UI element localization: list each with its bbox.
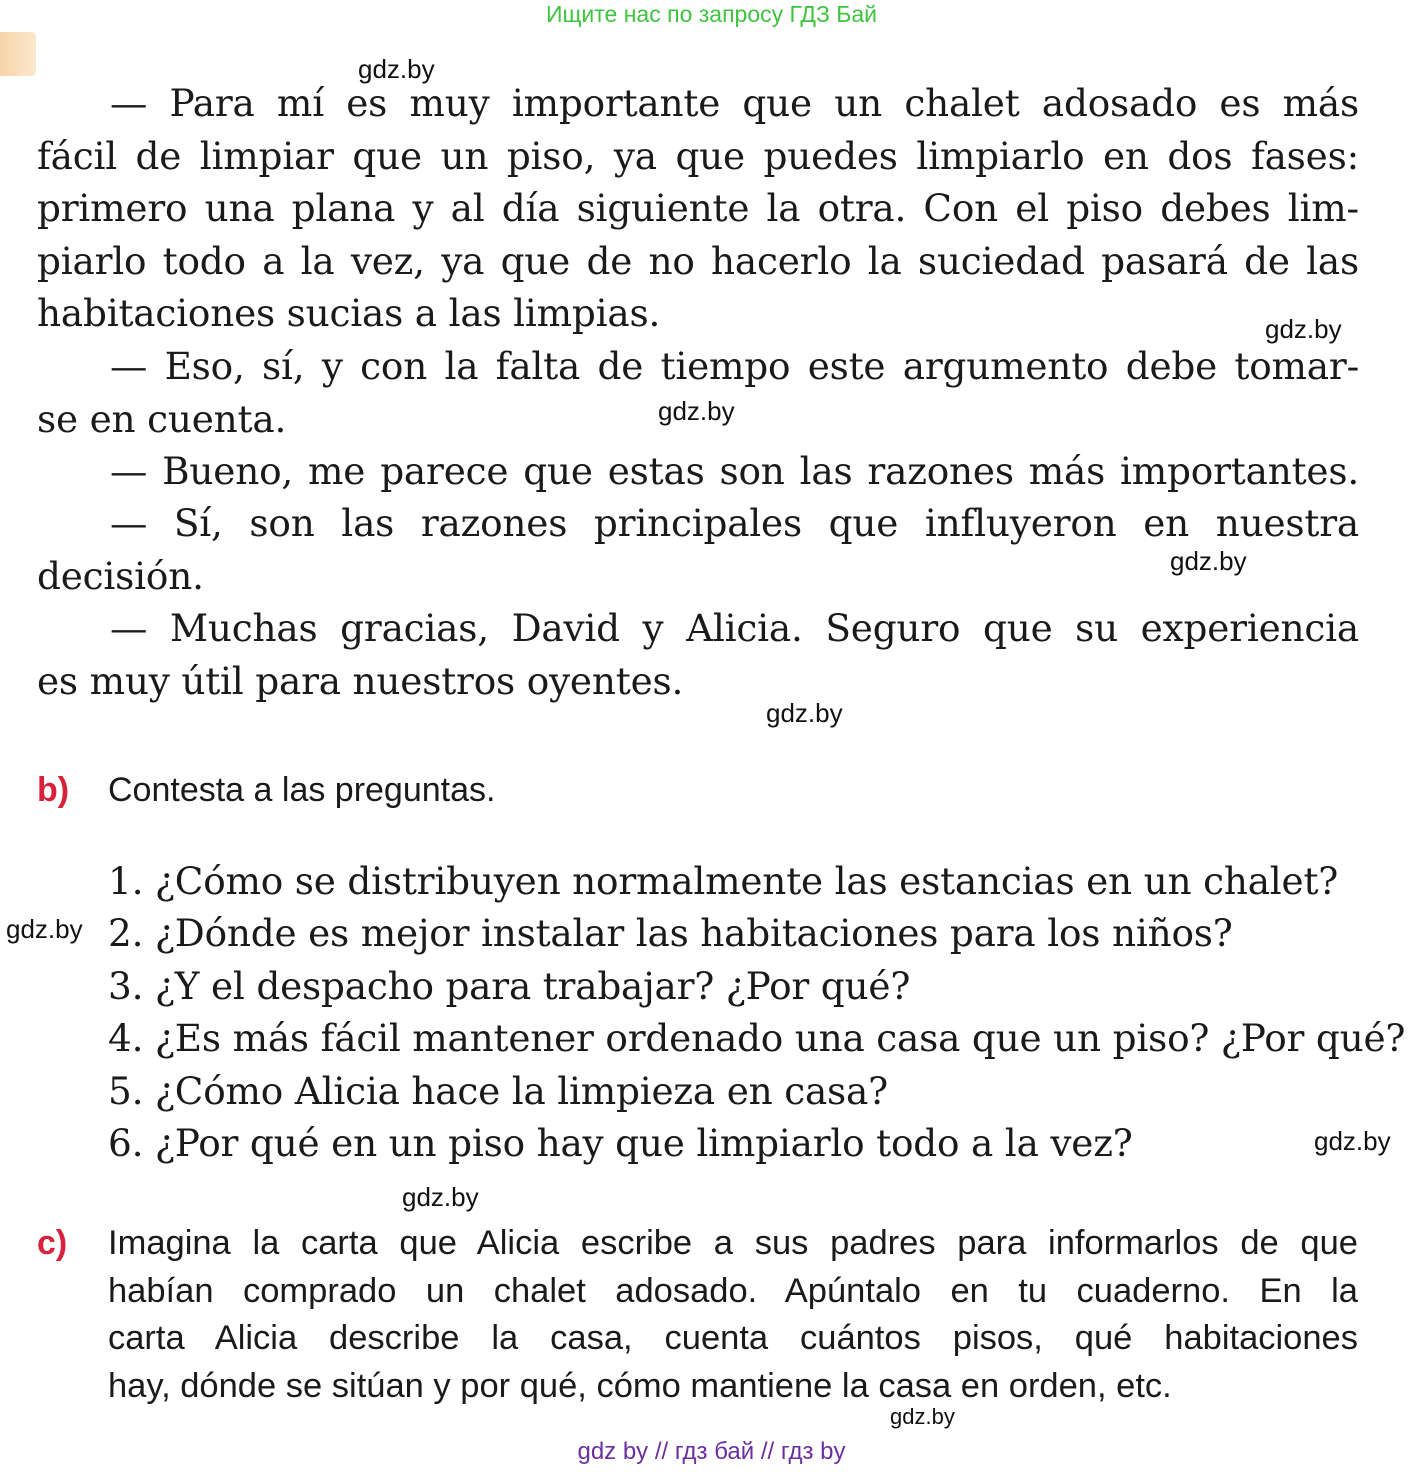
text-line: decisión. [37, 553, 204, 598]
question-5: 5. ¿Cómo Alicia hace la limpieza en casa? [108, 1069, 888, 1113]
question-2: 2. ¿Dónde es mejor instalar las habitaciones para los niños? [108, 911, 1233, 955]
text-line: — Bueno, me parece que estas son las razones más importantes. [110, 449, 1359, 493]
question-3: 3. ¿Y el despacho para trabajar? ¿Por qué? [108, 964, 911, 1008]
page-corner-tab [0, 32, 36, 76]
text-line: — Muchas gracias, David y Alicia. Seguro que su experiencia [110, 606, 1359, 650]
text-line: carta Alicia describe la casa, cuenta cuántos pisos, qué habitaciones [108, 1319, 1358, 1357]
dialogue-paragraph-3 [37, 445, 1359, 498]
watermark: gdz.by [1265, 314, 1342, 344]
text-line: — Para mí es muy importante que un chalet adosado es más [110, 81, 1359, 125]
watermark: gdz.by [358, 54, 435, 84]
watermark: gdz.by [6, 914, 83, 944]
text-line: se en cuenta. [37, 396, 287, 441]
watermark: gdz.by [402, 1182, 479, 1212]
dialogue-paragraph-4 [37, 497, 1359, 602]
dialogue-paragraph-2 [37, 340, 1359, 445]
section-b-letter: b) [37, 771, 70, 809]
watermark: gdz.by [766, 698, 843, 728]
text-line: primero una plana y al día siguiente la otra. Con el piso debes lim- [37, 186, 1359, 230]
text-line: hay, dónde se sitúan y por qué, cómo mantiene la casa en orden, etc. [108, 1366, 1172, 1405]
section-b-instruction: Contesta a las preguntas. [108, 771, 496, 809]
question-1: 1. ¿Cómo se distribuyen normalmente las estancias en un chalet? [108, 859, 1339, 903]
section-c-letter: c) [37, 1224, 68, 1262]
section-c-text [108, 1220, 1358, 1410]
watermark: gdz.by [1170, 546, 1247, 576]
dialogue-paragraph-1 [37, 77, 1359, 340]
top-banner: Ищите нас по запросу ГДЗ Бай [545, 1, 878, 27]
text-line: — Sí, son las razones principales que influyeron en nuestra [110, 501, 1359, 545]
question-6: 6. ¿Por qué en un piso hay que limpiarlo todo a la vez? [108, 1121, 1133, 1165]
watermark: gdz.by [1314, 1126, 1391, 1156]
text-line: fácil de limpiar que un piso, ya que puedes limpiarlo en dos fases: [37, 133, 1359, 178]
text-line: habitaciones sucias a las limpias. [37, 291, 661, 335]
watermark: gdz.by [890, 1404, 955, 1429]
text-line: habían comprado un chalet adosado. Apúntalo en tu cuaderno. En la [108, 1271, 1358, 1310]
text-line: es muy útil para nuestros oyentes. [37, 658, 684, 703]
question-4: 4. ¿Es más fácil mantener ordenado una casa que un piso? ¿Por qué? [108, 1016, 1406, 1060]
watermark: gdz.by [658, 396, 735, 426]
footer-watermark: gdz by // гдз бай // гдз by [577, 1438, 846, 1465]
text-line: piarlo todo a la vez, ya que de no hacerlo la suciedad pasará de las [37, 238, 1359, 283]
dialogue-paragraph-5 [37, 602, 1359, 707]
text-line: Imagina la carta que Alicia escribe a sus padres para informarlos de que [108, 1224, 1358, 1262]
text-line: — Eso, sí, y con la falta de tiempo este argumento debe tomar- [110, 344, 1359, 388]
